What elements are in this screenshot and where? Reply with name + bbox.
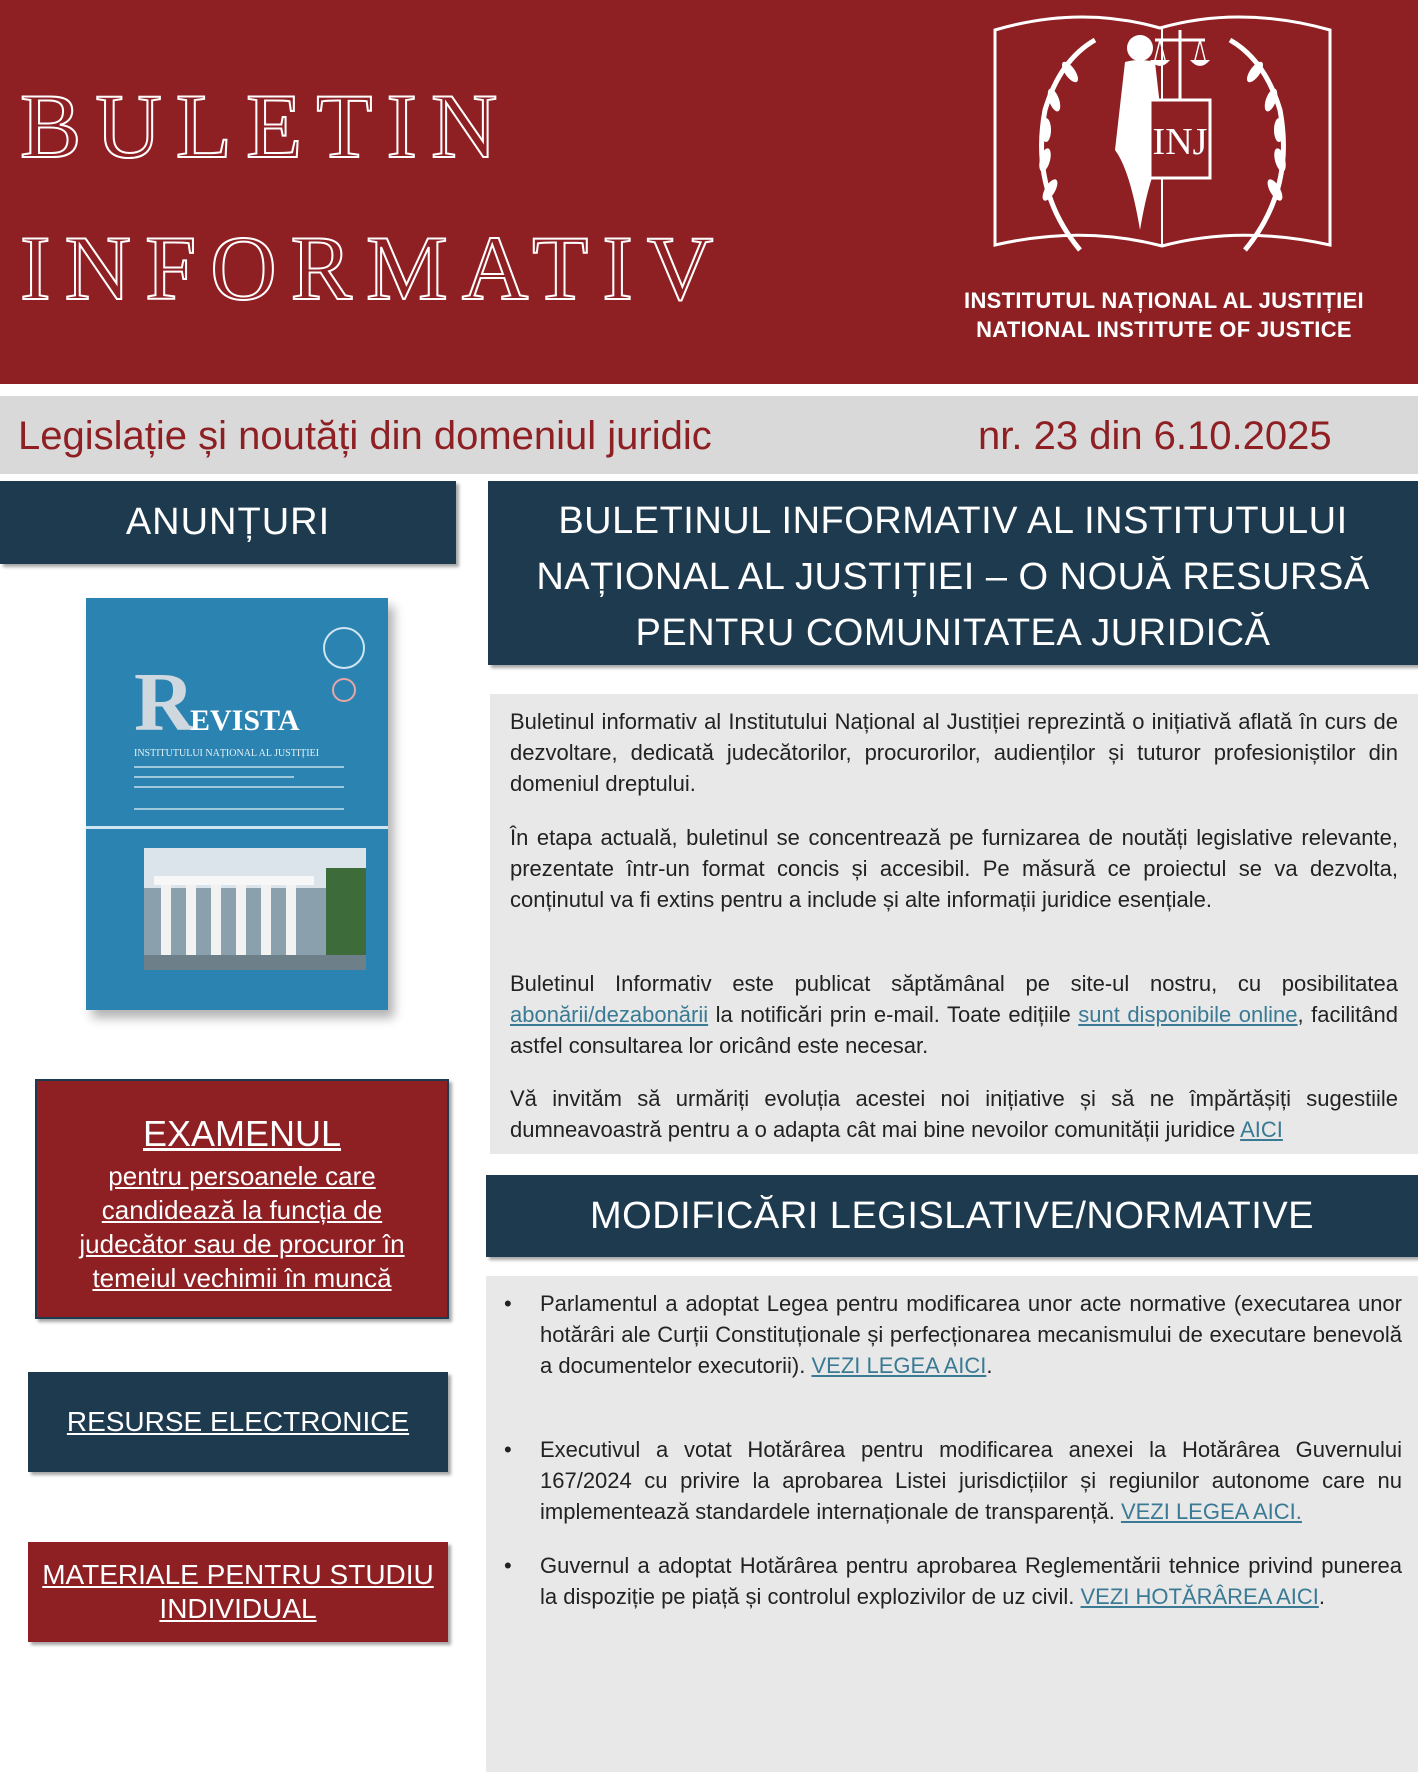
decision-link[interactable]: VEZI HOTĂRÂREA AICI	[1080, 1584, 1319, 1609]
law-link[interactable]: VEZI LEGEA AICI.	[1120, 1499, 1302, 1524]
subheader-bar	[0, 392, 1418, 474]
institute-name-en: NATIONAL INSTITUTE OF JUSTICE	[976, 317, 1352, 342]
svg-text:INSTITUTULUI NAȚIONAL AL JUSTI: INSTITUTULUI NAȚIONAL AL JUSTIȚIEI	[134, 748, 320, 759]
study-materials-button[interactable]: MATERIALE PENTRU STUDIU INDIVIDUAL	[28, 1542, 448, 1642]
svg-text:INJ: INJ	[1152, 121, 1208, 163]
legislative-changes-heading: MODIFICĂRI LEGISLATIVE/NORMATIVE	[486, 1175, 1418, 1257]
law-link[interactable]: VEZI LEGEA AICI	[811, 1353, 987, 1378]
announcements-header: ANUNȚURI	[0, 481, 456, 564]
masthead	[0, 0, 1418, 384]
exam-announcement-button[interactable]	[35, 1079, 449, 1319]
bullet-icon: •	[504, 1553, 512, 1578]
intro-paragraph-1: Buletinul informativ al Institutului Național al Justiției reprezintă o inițiativă aflată în curs de dezvoltare, dedicată judecătorilor, procurorilor, audienților și tuturor profesioniștilor din domeniul dreptului.	[510, 709, 1398, 796]
list-item: • Parlamentul a adoptat Legea pentru modificarea unor acte normative (executarea unor hotărâri ale Curții Constituționale și perfecționarea mecanismului de executare benevolă a documentelor executorii). VEZI LEGEA AICI.	[540, 1288, 1402, 1381]
list-item: • Executivul a votat Hotărârea pentru modificarea anexei la Hotărârea Guvernului 167/2024 cu privire la aprobarea Listei jurisdicțiilor și regiunilor autonome care nu implementează standardele internaționale de transparență. VEZI LEGEA AICI.	[540, 1434, 1402, 1527]
intro-heading: BULETINUL INFORMATIV AL INSTITUTULUI NAȚIONAL AL JUSTIȚIEI – O NOUĂ RESURSĂ PENTRU COMUNITATEA JURIDICĂ	[488, 481, 1418, 665]
issue-number: nr. 23 din 6.10.2025	[978, 414, 1332, 458]
exam-description[interactable]: pentru persoanele care candidează la funcția de judecător sau de procuror în temeiul vechimii în muncă	[79, 1161, 405, 1293]
intro-paragraph-3: Buletinul Informativ este publicat săptămânal pe site-ul nostru, cu posibilitatea abonării/dezabonării la notificări prin e-mail. Toate edițiile sunt disponibile online, facilitând astfel consultarea lor oricând este necesar.	[510, 971, 1398, 1058]
institute-logo-icon	[990, 0, 1336, 290]
bulletin-subtitle: Legislație și noutăți din domeniul juridic	[18, 414, 712, 458]
bulletin-title-line2: INFORMATIV	[20, 217, 728, 319]
subscribe-link[interactable]: abonării/dezabonării	[510, 1002, 709, 1027]
electronic-resources-button[interactable]: RESURSE ELECTRONICE	[28, 1372, 448, 1472]
feedback-link[interactable]: AICI	[1240, 1117, 1283, 1142]
bullet-icon: •	[504, 1291, 512, 1316]
list-item: • Guvernul a adoptat Hotărârea pentru aprobarea Reglementării tehnice privind punerea la dispoziție pe piață și controlul explozivilor de uz civil. VEZI HOTĂRÂREA AICI.	[540, 1550, 1402, 1612]
intro-panel	[490, 694, 1418, 1154]
journal-cover-art	[86, 598, 388, 1010]
bullet-icon: •	[504, 1437, 512, 1462]
svg-text:R: R	[134, 656, 195, 749]
institute-name-ro: INSTITUTUL NAȚIONAL AL JUSTIȚIEI	[964, 288, 1364, 313]
svg-text:EVISTA: EVISTA	[190, 704, 300, 737]
intro-paragraph-4: Vă invităm să urmăriți evoluția acestei noi inițiative și să ne împărtășiți sugestiile dumneavoastră pentru a o adapta cât mai bine nevoilor comunității juridice AICI	[510, 1086, 1398, 1142]
journal-cover-image[interactable]	[86, 598, 388, 1010]
bulletin-title-line1: BULETIN	[20, 75, 512, 177]
exam-title[interactable]: EXAMENUL	[142, 1113, 342, 1154]
legislative-changes-panel	[486, 1276, 1418, 1772]
archive-link[interactable]: sunt disponibile online	[1078, 1002, 1298, 1027]
intro-paragraph-2: În etapa actuală, buletinul se concentrează pe furnizarea de noutăți legislative relevante, prezentate într-un format concis și accesibil. Pe măsură ce proiectul se va dezvolta, conținutul va fi extins pentru a include și alte informații juridice esențiale.	[510, 825, 1398, 912]
